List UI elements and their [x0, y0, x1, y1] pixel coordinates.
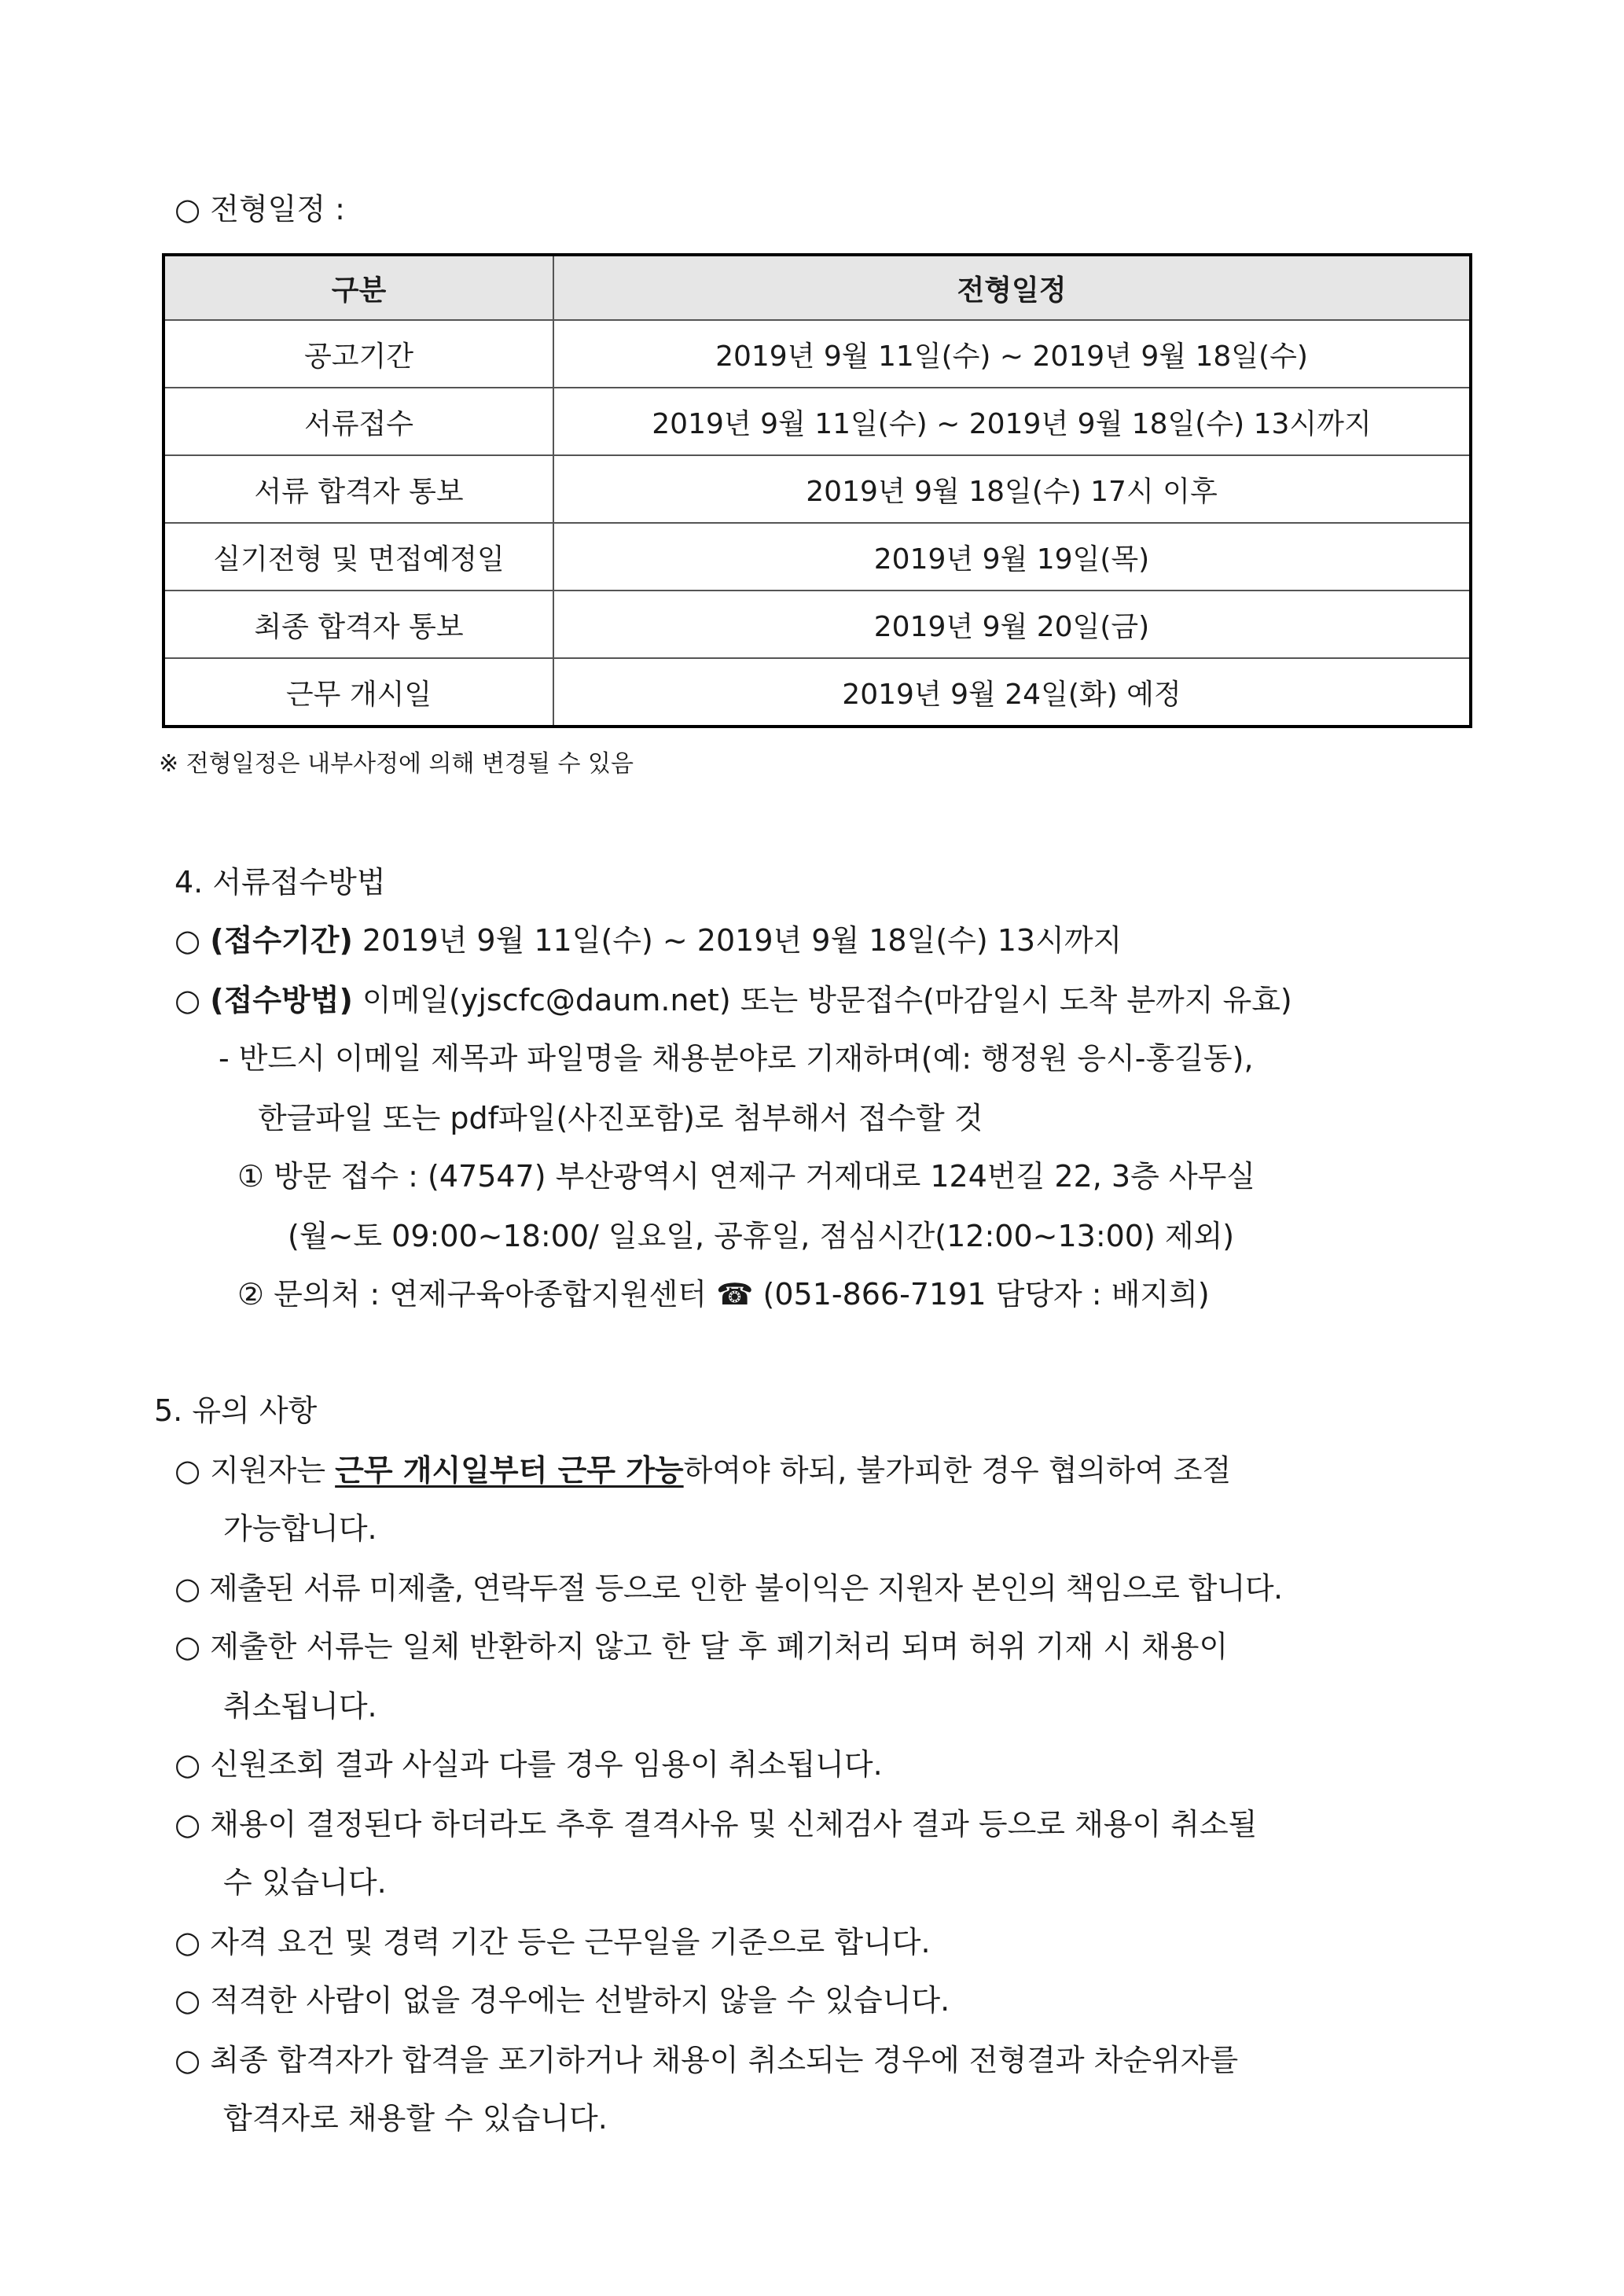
notice-item-1-cont: 가능합니다.	[223, 1511, 377, 1546]
notice-item-1-emphasis: 근무 개시일부터 근무 가능	[335, 1453, 684, 1488]
table-cell-category: 최종 합격자 통보	[164, 591, 553, 658]
section4-title: 4. 서류접수방법	[175, 865, 386, 900]
notice-item-6: ○ 자격 요건 및 경력 기간 등은 근무일을 기준으로 합니다.	[175, 1925, 931, 1959]
table-header-category: 구분	[164, 255, 553, 320]
notice-item-2: ○ 제출된 서류 미제출, 연락두절 등으로 인한 불이익은 지원자 본인의 책임으로 합니다.	[175, 1571, 1283, 1606]
table-cell-category: 근무 개시일	[164, 658, 553, 727]
notice-item-4: ○ 신원조회 결과 사실과 다를 경우 임용이 취소됩니다.	[175, 1747, 883, 1782]
visit-reception-line2: (월~토 09:00~18:00/ 일요일, 공휴일, 점심시간(12:00~13:00) 제외)	[288, 1219, 1235, 1253]
bullet-marker: ○	[175, 983, 201, 1017]
table-cell-schedule: 2019년 9월 18일(수) 17시 이후	[553, 455, 1471, 523]
schedule-note: ※ 전형일정은 내부사정에 의해 변경될 수 있음	[159, 750, 634, 778]
notice-item-5-cont: 수 있습니다.	[223, 1865, 387, 1900]
email-instruction-line1: - 반드시 이메일 제목과 파일명을 채용분야로 기재하며(예: 행정원 응시-홍길동),	[219, 1041, 1254, 1076]
reception-period-label: (접수기간)	[210, 923, 353, 958]
notice-item-3-cont: 취소됩니다.	[223, 1689, 377, 1724]
table-cell-category: 공고기간	[164, 320, 553, 388]
reception-method-label: (접수방법)	[210, 983, 353, 1017]
notice-item-8: ○ 최종 합격자가 합격을 포기하거나 채용이 취소되는 경우에 전형결과 차순위자를	[175, 2043, 1239, 2077]
reception-method-line	[175, 981, 1292, 1019]
table-cell-category: 서류접수	[164, 388, 553, 455]
notice-item-1-post: 하여야 하되, 불가피한 경우 협의하여 조절	[683, 1453, 1232, 1488]
reception-period-text: 2019년 9월 11일(수) ~ 2019년 9월 18일(수) 13시까지	[352, 923, 1122, 958]
email-instruction-line2: 한글파일 또는 pdf파일(사진포함)로 첨부해서 접수할 것	[258, 1101, 983, 1135]
notice-item-5: ○ 채용이 결정된다 하더라도 추후 결격사유 및 신체검사 결과 등으로 채용이 취소될	[175, 1807, 1258, 1842]
schedule-table	[162, 253, 1472, 728]
notice-item-8-cont: 합격자로 채용할 수 있습니다.	[223, 2101, 608, 2136]
table-header-schedule: 전형일정	[553, 255, 1471, 320]
table-cell-schedule: 2019년 9월 19일(목)	[553, 523, 1471, 591]
notice-item-1-pre: ○ 지원자는	[175, 1453, 336, 1488]
table-row	[164, 388, 1471, 455]
notice-item-7: ○ 적격한 사람이 없을 경우에는 선발하지 않을 수 있습니다.	[175, 1983, 950, 2018]
table-cell-schedule: 2019년 9월 24일(화) 예정	[553, 658, 1471, 727]
notice-item-3: ○ 제출한 서류는 일체 반환하지 않고 한 달 후 폐기처리 되며 허위 기재 시 채용이	[175, 1629, 1229, 1664]
table-row	[164, 523, 1471, 591]
visit-reception-line1: ① 방문 접수 : (47547) 부산광역시 연제구 거제대로 124번길 22, 3층 사무실	[237, 1159, 1255, 1194]
table-cell-schedule: 2019년 9월 11일(수) ~ 2019년 9월 18일(수) 13시까지	[553, 388, 1471, 455]
reception-period-line	[175, 922, 1122, 959]
table-cell-category: 실기전형 및 면접예정일	[164, 523, 553, 591]
notice-item-1	[175, 1452, 1231, 1489]
table-header-row	[164, 255, 1471, 320]
schedule-heading: ○ 전형일정 :	[175, 192, 345, 226]
table-row	[164, 320, 1471, 388]
bullet-marker: ○	[175, 923, 201, 958]
contact-line: ② 문의처 : 연제구육아종합지원센터 ☎ (051-866-7191 담당자 : 배지희)	[237, 1277, 1210, 1312]
table-cell-category: 서류 합격자 통보	[164, 455, 553, 523]
table-row	[164, 591, 1471, 658]
reception-method-text: 이메일(yjscfc@daum.net) 또는 방문접수(마감일시 도착 분까지 유효)	[352, 983, 1292, 1017]
table-cell-schedule: 2019년 9월 11일(수) ~ 2019년 9월 18일(수)	[553, 320, 1471, 388]
table-cell-schedule: 2019년 9월 20일(금)	[553, 591, 1471, 658]
table-row	[164, 455, 1471, 523]
section5-title: 5. 유의 사항	[154, 1393, 318, 1428]
table-row	[164, 658, 1471, 727]
